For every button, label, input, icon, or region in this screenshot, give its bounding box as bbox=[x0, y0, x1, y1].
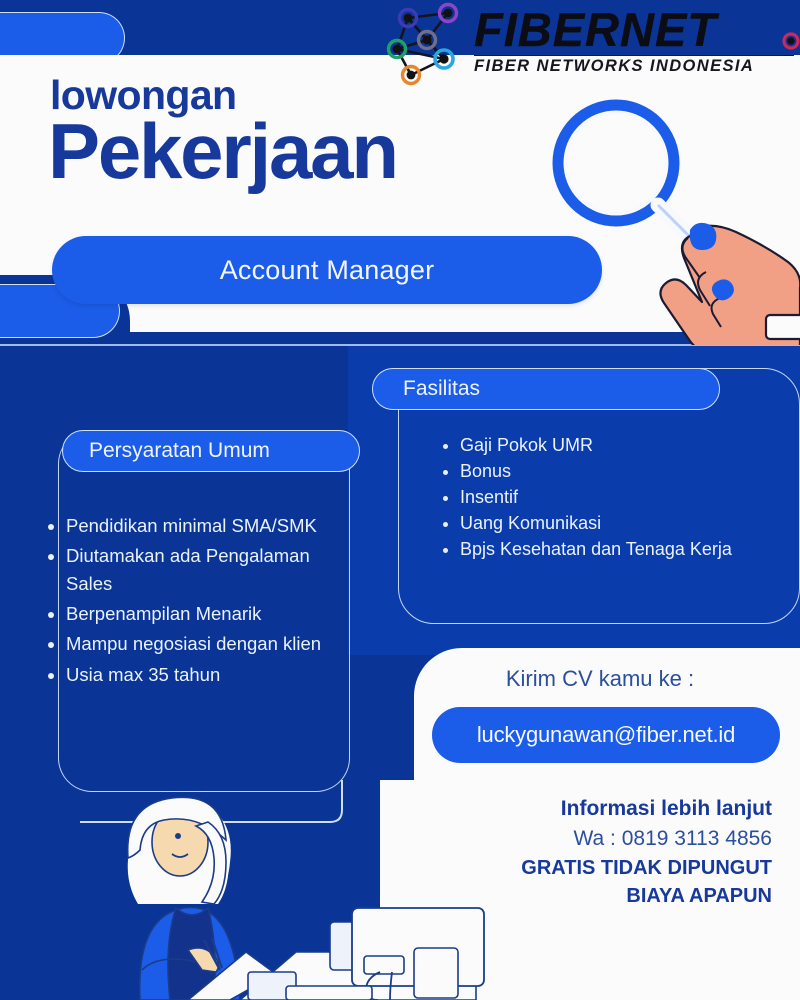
whatsapp-number: Wa : 0819 3113 4856 bbox=[573, 827, 772, 850]
network-nodes-icon bbox=[386, 2, 482, 88]
facilities-heading-badge bbox=[372, 368, 720, 410]
list-item: • Bonus bbox=[460, 458, 780, 484]
list-item: • Uang Komunikasi bbox=[460, 510, 780, 536]
page-title: Pekerjaan bbox=[48, 107, 397, 195]
list-item: • Gaji Pokok UMR bbox=[460, 432, 780, 458]
list-item: • Insentif bbox=[460, 484, 780, 510]
free-notice-line-2: BIAYA APAPUN bbox=[626, 885, 772, 907]
list-item: • Usia max 35 tahun bbox=[66, 661, 346, 689]
email-badge[interactable] bbox=[432, 707, 780, 763]
list-item: • Berpenampilan Menarik bbox=[66, 600, 346, 628]
logo-accent-dot-icon bbox=[780, 30, 800, 52]
woman-at-desk-illustration bbox=[80, 780, 520, 1000]
list-item: • Bpjs Kesehatan dan Tenaga Kerja bbox=[460, 536, 780, 562]
facilities-list bbox=[440, 432, 780, 562]
hand-holding-icon bbox=[660, 223, 800, 345]
list-item: • Mampu negosiasi dengan klien bbox=[66, 630, 346, 658]
job-position-badge bbox=[52, 236, 602, 304]
list-item: • Pendidikan minimal SMA/SMK bbox=[66, 512, 346, 540]
requirements-heading-label: Persyaratan Umum bbox=[89, 439, 270, 462]
email-address: luckygunawan@fiber.net.id bbox=[476, 722, 736, 747]
free-notice-line-1: GRATIS TIDAK DIPUNGUT bbox=[521, 857, 772, 879]
info-heading: Informasi lebih lanjut bbox=[560, 797, 772, 820]
brand-tagline: FIBER NETWORKS INDONESIA bbox=[474, 55, 794, 76]
list-item: • Diutamakan ada Pengalaman Sales bbox=[66, 542, 346, 598]
requirements-list bbox=[46, 512, 346, 691]
requirements-heading-badge bbox=[62, 430, 360, 472]
brand-name: FIBERNET bbox=[474, 3, 717, 56]
facilities-heading-label: Fasilitas bbox=[403, 377, 481, 400]
cv-instruction-label: Kirim CV kamu ke : bbox=[505, 666, 695, 691]
page-eyebrow: lowongan bbox=[50, 72, 237, 118]
job-position-label: Account Manager bbox=[219, 254, 435, 285]
